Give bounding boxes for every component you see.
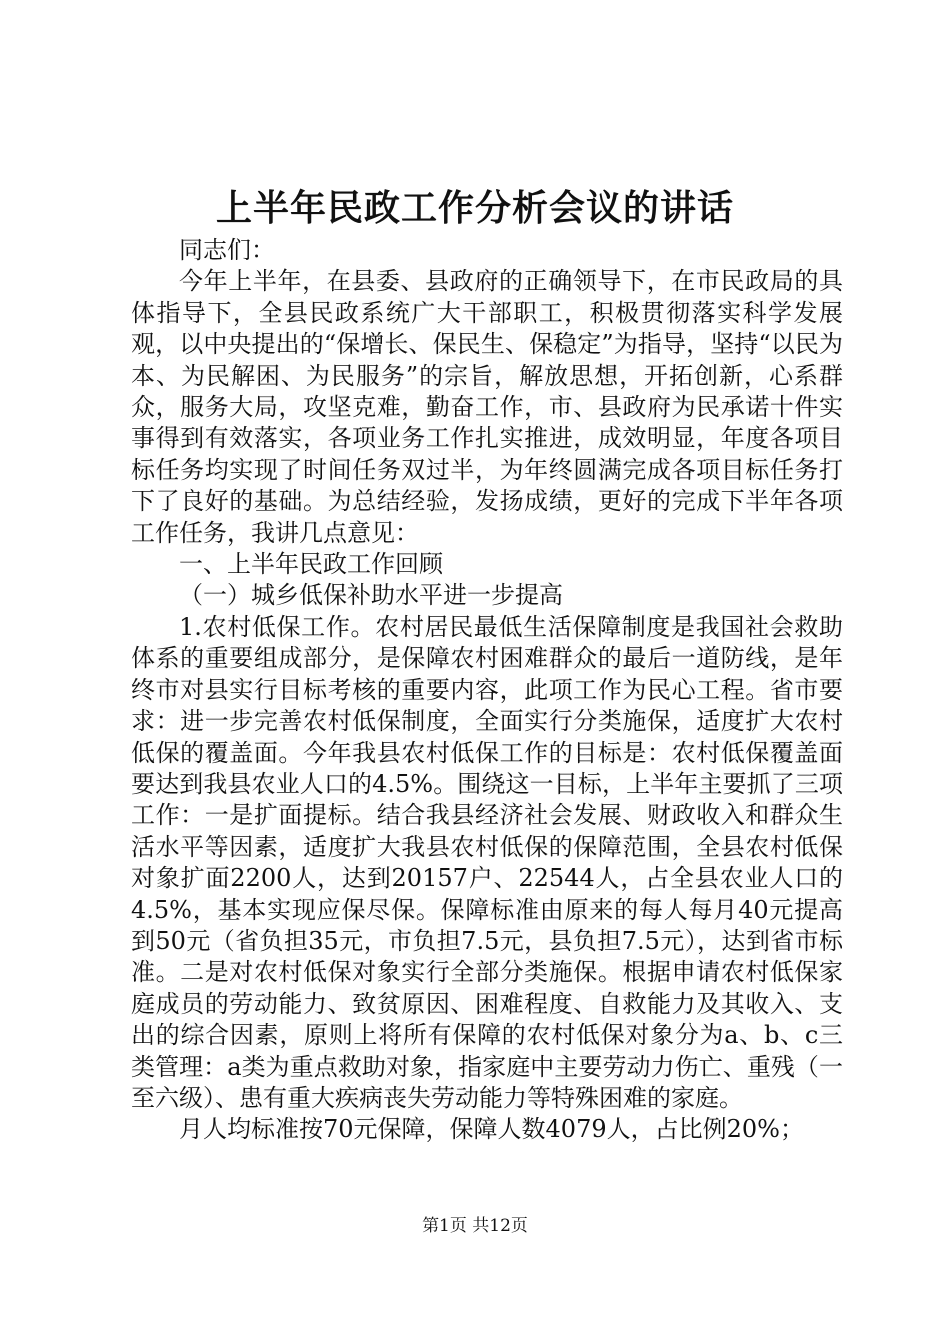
intro-paragraph: 今年上半年，在县委、县政府的正确领导下，在市民政局的具体指导下，全县民政系统广大干部职工，积极贯彻落实科学发展观，以中央提出的“保增长、保民生、保稳定”为指导，坚持“以民为本、为民解困、为民服务”的宗旨，解放思想，开拓创新，心系群众，服务大局，攻坚克难，勤奋工作，市、县政府为民承诺十件实事得到有效落实，各项业务工作扎实推进，成效明显，年度各项目标任务均实现了时间任务双过半，为年终圆满完成各项目标任务打下了良好的基础。为总结经验，发扬成绩，更好的完成下半年各项工作任务，我讲几点意见： bbox=[131, 267, 843, 547]
document-title: 上半年民政工作分析会议的讲话 bbox=[215, 188, 734, 229]
body-paragraph: 月人均标准按70元保障，保障人数4079人，占比例20%； bbox=[179, 1115, 804, 1144]
body-paragraph: 1.农村低保工作。农村居民最低生活保障制度是我国社会救助体系的重要组成部分，是保障农村困难群众的最后一道防线，是年终市对县实行目标考核的重要内容，此项工作为民心工程。省市要求：进一步完善农村低保制度，全面实行分类施保，适度扩大农村低保的覆盖面。今年我县农村低保工作的目标是：农村低保覆盖面要达到我县农业人口的4.5%。围绕这一目标，上半年主要抓了三项工作：一是扩面提标。结合我县经济社会发展、财政收入和群众生活水平等因素，适度扩大我县农村低保的保障范围，全县农村低保对象扩面2200人，达到20157户、22544人，占全县农业人口的4.5%，基本实现应保尽保。保障标准由原来的每人每月40元提高到50元（省负担35元，市负担7.5元，县负担7.5元），达到省市标准。二是对农村低保对象实行全部分类施保。根据申请农村低保家庭成员的劳动能力、致贫原因、困难程度、自救能力及其收入、支出的综合因素，原则上将所有保障的农村低保对象分为a、b、c三类管理：a类为重点救助对象，指家庭中主要劳动力伤亡、重残（一至六级）、患有重大疾病丧失劳动能力等特殊困难的家庭。 bbox=[131, 612, 843, 1112]
page-footer: 第1页 共12页 bbox=[422, 1216, 528, 1236]
document-body bbox=[131, 235, 843, 1146]
subsection-heading: （一）城乡低保补助水平进一步提高 bbox=[179, 581, 563, 610]
section-heading: 一、上半年民政工作回顾 bbox=[179, 550, 443, 579]
salutation-paragraph: 同志们： bbox=[179, 236, 275, 264]
